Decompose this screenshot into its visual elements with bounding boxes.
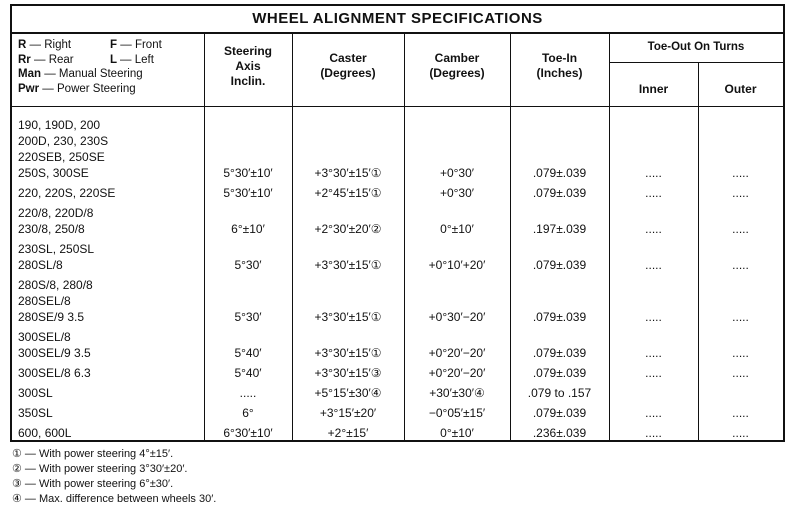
- header-steering-axis: Steering Axis Inclin.: [223, 44, 272, 88]
- cell-caster: +3°30′±15′①: [314, 166, 382, 180]
- cell-steering: .....: [239, 386, 257, 400]
- model-name: 600, 600L: [18, 426, 72, 440]
- model-name: 220/8, 220D/8: [18, 206, 94, 220]
- cell-toe-in: .079±.039: [532, 258, 587, 272]
- header-outer: Outer: [724, 82, 757, 96]
- cell-caster: +2°±15′: [327, 426, 369, 440]
- header-toe-in: Toe-In (Inches): [536, 51, 583, 80]
- cell-camber: −0°05′±15′: [428, 406, 486, 420]
- cell-toe-in: .197±.039: [532, 222, 587, 236]
- cell-inner: .....: [645, 310, 662, 324]
- cell-caster: +5°15′±30′④: [314, 386, 382, 400]
- cell-camber: +0°20′−20′: [428, 366, 486, 380]
- cell-toe-in: .079±.039: [532, 310, 587, 324]
- cell-toe-in: .079 to .157: [527, 386, 592, 400]
- abbreviation-legend: [18, 38, 210, 96]
- cell-caster: +2°45′±15′①: [314, 186, 382, 200]
- model-name: 280SE/9 3.5: [18, 310, 85, 324]
- cell-caster: +3°30′±15′③: [314, 366, 382, 380]
- cell-caster: +3°30′±15′①: [314, 310, 382, 324]
- cell-inner: .....: [645, 222, 662, 236]
- cell-outer: .....: [732, 426, 749, 440]
- model-name: 280SEL/8: [18, 294, 71, 308]
- cell-outer: .....: [732, 166, 749, 180]
- cell-camber: +0°30′−20′: [428, 310, 486, 324]
- column-divider: [698, 62, 699, 440]
- footnote: ① — With power steering 4°±15′.: [12, 448, 174, 460]
- cell-camber: 0°±10′: [440, 426, 474, 440]
- cell-steering: 5°30′: [234, 310, 262, 324]
- cell-outer: .....: [732, 222, 749, 236]
- cell-steering: 5°40′: [234, 346, 262, 360]
- model-name: 350SL: [18, 406, 53, 420]
- model-name: 300SEL/9 3.5: [18, 346, 91, 360]
- model-name: 300SL: [18, 386, 53, 400]
- cell-inner: .....: [645, 166, 662, 180]
- legend-row: Rr — Rear L — Left: [18, 53, 154, 66]
- cell-outer: .....: [732, 406, 749, 420]
- cell-camber: 0°±10′: [440, 222, 474, 236]
- cell-steering: 5°30′±10′: [223, 186, 273, 200]
- header-camber: Camber (Degrees): [429, 51, 485, 80]
- cell-caster: +3°30′±15′①: [314, 258, 382, 272]
- cell-caster: +2°30′±20′②: [314, 222, 382, 236]
- cell-caster: +3°30′±15′①: [314, 346, 382, 360]
- cell-outer: .....: [732, 366, 749, 380]
- model-name: 300SEL/8 6.3: [18, 366, 91, 380]
- cell-steering: 6°: [242, 406, 254, 420]
- cell-inner: .....: [645, 366, 662, 380]
- cell-toe-in: .079±.039: [532, 406, 587, 420]
- cell-camber: +0°20′−20′: [428, 346, 486, 360]
- cell-steering: 5°30′±10′: [223, 166, 273, 180]
- cell-camber: +30′±30′④: [429, 386, 485, 400]
- cell-outer: .....: [732, 346, 749, 360]
- footnote: ③ — With power steering 6°±30′.: [12, 478, 174, 490]
- table-title: WHEEL ALIGNMENT SPECIFICATIONS: [12, 6, 783, 34]
- cell-steering: 5°40′: [234, 366, 262, 380]
- cell-steering: 5°30′: [234, 258, 262, 272]
- model-name: 280S/8, 280/8: [18, 278, 93, 292]
- model-name: 300SEL/8: [18, 330, 71, 344]
- model-name: 220SEB, 250SE: [18, 150, 105, 164]
- cell-steering: 6°30′±10′: [223, 426, 273, 440]
- model-name: 230SL, 250SL: [18, 242, 95, 256]
- header-caster: Caster (Degrees): [320, 51, 376, 80]
- cell-outer: .....: [732, 186, 749, 200]
- cell-inner: .....: [645, 406, 662, 420]
- model-name: 220, 220S, 220SE: [18, 186, 116, 200]
- cell-inner: .....: [645, 186, 662, 200]
- cell-toe-in: .079±.039: [532, 186, 587, 200]
- alignment-table: [10, 4, 785, 442]
- legend-row: R — Right F — Front: [18, 39, 162, 51]
- header-rule: [12, 106, 783, 107]
- header-toe-out: Toe-Out On Turns: [647, 41, 745, 53]
- cell-caster: +3°15′±20′: [319, 406, 377, 420]
- cell-inner: .....: [645, 346, 662, 360]
- cell-camber: +0°30′: [439, 186, 475, 200]
- footnote: ② — With power steering 3°30′±20′.: [12, 463, 188, 475]
- footnote: ④ — Max. difference between wheels 30′.: [12, 493, 217, 505]
- cell-outer: .....: [732, 258, 749, 272]
- model-name: 250S, 300SE: [18, 166, 89, 180]
- model-name: 190, 190D, 200: [18, 118, 101, 132]
- cell-toe-in: .079±.039: [532, 166, 587, 180]
- legend-row: Pwr — Power Steering: [18, 82, 136, 95]
- legend-row: Man — Manual Steering: [18, 68, 143, 80]
- cell-camber: +0°10′+20′: [428, 258, 486, 272]
- cell-steering: 6°±10′: [231, 222, 265, 236]
- model-name: 280SL/8: [18, 258, 63, 272]
- toe-out-subrule: [609, 62, 783, 63]
- cell-camber: +0°30′: [439, 166, 475, 180]
- cell-toe-in: .236±.039: [532, 426, 587, 440]
- cell-inner: .....: [645, 426, 662, 440]
- model-name: 200D, 230, 230S: [18, 134, 109, 148]
- cell-toe-in: .079±.039: [532, 346, 587, 360]
- cell-toe-in: .079±.039: [532, 366, 587, 380]
- cell-outer: .....: [732, 310, 749, 324]
- model-name: 230/8, 250/8: [18, 222, 85, 236]
- cell-inner: .....: [645, 258, 662, 272]
- header-inner: Inner: [638, 82, 669, 96]
